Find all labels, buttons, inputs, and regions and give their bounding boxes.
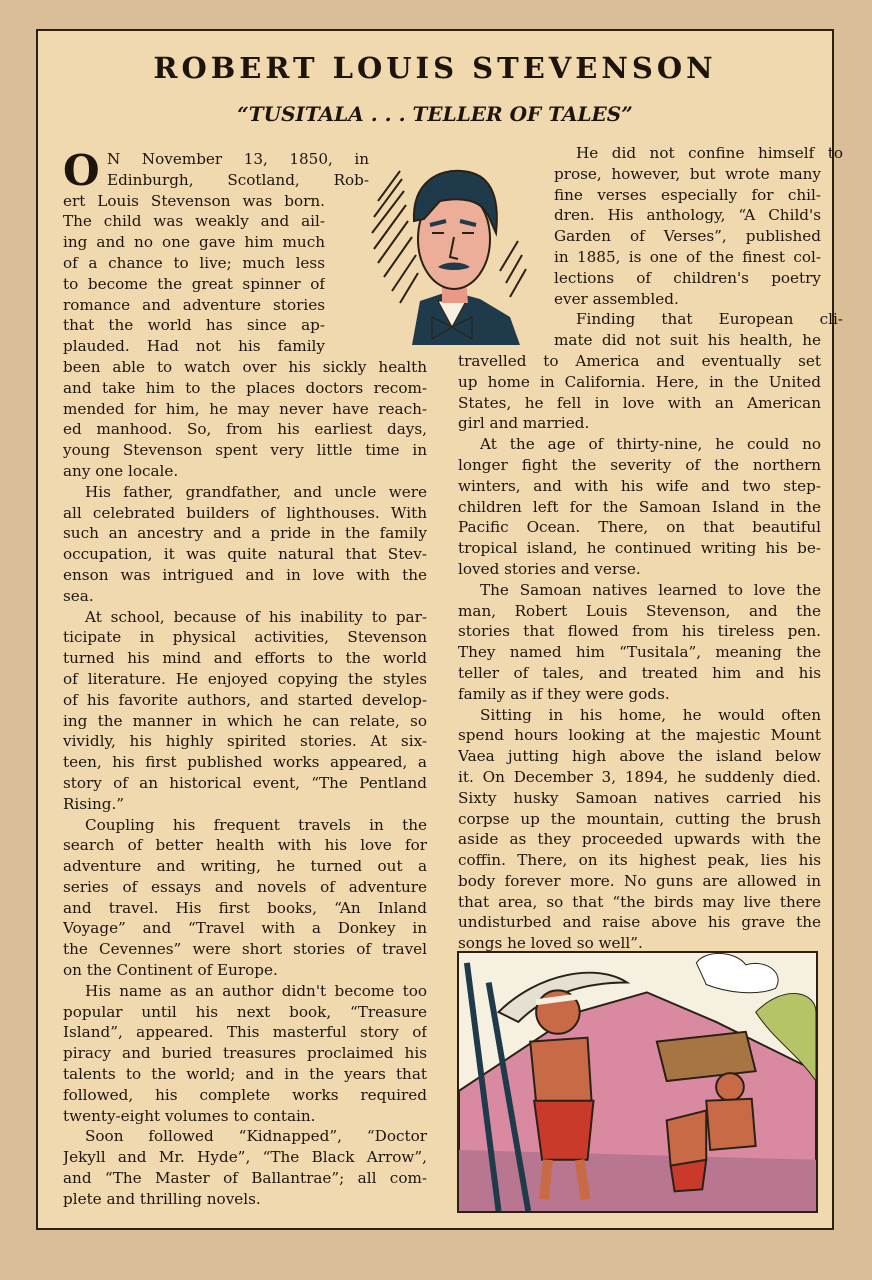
text-line: and “The Master of Ballantrae”; all com- — [63, 1169, 427, 1188]
text-line: it. On December 3, 1894, he suddenly died. — [458, 767, 821, 786]
text-line: the Cevennes” were short stories of travel — [63, 940, 427, 959]
text-line: and travel. His first books, “An Inland — [63, 898, 427, 917]
ground — [459, 1150, 816, 1211]
text-line: At school, because of his inability to par- — [85, 607, 427, 626]
text-line: The Samoan natives learned to love the — [480, 580, 821, 599]
text-line: of a chance to live; much less — [63, 253, 325, 272]
text-line: ert Louis Stevenson was born. — [63, 191, 325, 210]
text-line: been able to watch over his sickly health — [63, 357, 427, 376]
text-line: up home in California. Here, in the United — [458, 372, 821, 391]
text-line: girl and married. — [458, 414, 590, 433]
right-paragraph — [458, 705, 821, 955]
text-line: The child was weakly and ail- — [63, 212, 325, 231]
text-line: corpse up the mountain, cutting the brush — [458, 809, 821, 828]
text-line: States, he fell in love with an American — [458, 393, 821, 412]
text-line: N November 13, 1850, in — [107, 150, 369, 168]
text-line: ing and no one gave him much — [63, 233, 325, 252]
text-line: twenty-eight volumes to contain. — [63, 1106, 316, 1125]
text-line: coffin. There, on its highest peak, lies his — [458, 851, 821, 870]
right-paragraph — [458, 434, 821, 580]
drop-cap: O — [63, 146, 100, 195]
text-line: plauded. Had not his family — [63, 337, 325, 356]
text-line: such an ancestry and a pride in the family — [63, 524, 427, 543]
text-line: Finding that European cli- — [576, 310, 843, 329]
article-title: ROBERT LOUIS STEVENSON — [153, 51, 717, 85]
text-line: Edinburgh, Scotland, Rob- — [107, 170, 369, 189]
text-line: Vaea jutting high above the island below — [458, 747, 821, 766]
text-line: Garden of Verses”, published — [554, 227, 821, 246]
text-line: At the age of thirty-nine, he could no — [480, 435, 821, 454]
text-line: adventure and writing, he turned out a — [63, 857, 427, 876]
text-line: search of better health with his love for — [63, 836, 427, 855]
text-line: mate did not suit his health, he — [554, 331, 821, 350]
text-line: all celebrated builders of lighthouses. With — [63, 503, 427, 522]
text-line: Soon followed “Kidnapped”, “Doctor — [85, 1127, 427, 1146]
text-line: mended for him, he may never have reach- — [63, 399, 427, 418]
article-frame — [36, 29, 843, 1230]
text-line: series of essays and novels of adventure — [63, 877, 427, 896]
text-line: longer fight the severity of the northern — [458, 455, 821, 474]
text-line: vividly, his highly spirited stories. At six- — [63, 732, 427, 751]
text-line: popular until his next book, “Treasure — [63, 1002, 427, 1021]
text-line: songs he loved so well”. — [458, 934, 643, 953]
text-line: Voyage” and “Travel with a Donkey in — [63, 919, 427, 938]
text-line: that area, so that “the birds may live there — [458, 892, 821, 911]
article-subtitle: “TUSITALA . . . TELLER OF TALES” — [237, 102, 633, 126]
text-line: travelled to America and eventually set — [458, 351, 821, 370]
text-line: tropical island, he continued writing his be- — [458, 539, 821, 558]
text-line: to become the great spinner of — [63, 274, 325, 293]
text-line: young Stevenson spent very little time in — [63, 441, 427, 460]
text-line: teen, his first published works appeared, a — [63, 753, 427, 772]
text-line: Sixty husky Samoan natives carried his — [458, 788, 821, 807]
text-line: any one locale. — [63, 461, 179, 480]
text-line: followed, his complete works required — [63, 1085, 427, 1104]
text-line: Island”, appeared. This masterful story of — [63, 1023, 427, 1042]
text-line: fine verses especially for chil- — [554, 185, 821, 204]
text-line: plete and thrilling novels. — [63, 1189, 261, 1208]
text-line: undisturbed and raise above his grave the — [458, 913, 821, 932]
text-line: romance and adventure stories — [63, 295, 325, 314]
text-line: stories that flowed from his tireless pen. — [458, 622, 821, 641]
text-line: children left for the Samoan Island in the — [458, 497, 821, 516]
text-line: dren. His anthology, “A Child's — [554, 206, 821, 225]
text-line: Coupling his frequent travels in the — [85, 815, 427, 834]
text-line: occupation, it was quite natural that Stev- — [63, 545, 427, 564]
text-line: Pacific Ocean. There, on that beautiful — [458, 518, 821, 537]
text-line: His name as an author didn't become too — [85, 981, 427, 1000]
text-line: turned his mind and efforts to the world — [63, 649, 427, 668]
samoan-burial-illustration — [457, 951, 818, 1213]
text-line: family as if they were gods. — [458, 684, 670, 703]
left-paragraph — [63, 1126, 427, 1209]
text-line: piracy and buried treasures proclaimed his — [63, 1044, 427, 1063]
right-paragraph — [458, 580, 821, 705]
text-line: ing the manner in which he can relate, so — [63, 711, 427, 730]
text-line: body forever more. No guns are allowed in — [458, 871, 821, 890]
text-line: of his favorite authors, and started develop- — [63, 690, 427, 709]
left-paragraph — [63, 981, 427, 1127]
text-line: His father, grandfather, and uncle were — [85, 482, 427, 501]
text-line: ever assembled. — [554, 289, 679, 308]
text-line: in 1885, is one of the finest col- — [554, 247, 821, 266]
left-paragraph — [63, 815, 427, 981]
text-line: of literature. He enjoyed copying the styles — [63, 669, 427, 688]
text-line: aside as they proceeded upwards with the — [458, 830, 821, 849]
text-line: teller of tales, and treated him and his — [458, 663, 821, 682]
text-line: enson was intrigued and in love with the — [63, 565, 427, 584]
text-line: that the world has since ap- — [63, 316, 325, 335]
text-line: ed manhood. So, from his earliest days, — [63, 420, 427, 439]
left-paragraph — [63, 482, 427, 607]
text-line: loved stories and verse. — [458, 559, 641, 578]
text-line: man, Robert Louis Stevenson, and the — [458, 601, 821, 620]
text-line: sea. — [63, 586, 94, 605]
text-line: spend hours looking at the majestic Mount — [458, 726, 821, 745]
text-line: story of an historical event, “The Pentland — [63, 773, 427, 792]
text-line: Rising.” — [63, 794, 125, 813]
text-line: winters, and with his wife and two step- — [458, 476, 821, 495]
text-line: talents to the world; and in the years that — [63, 1065, 427, 1084]
text-line: ticipate in physical activities, Stevenson — [63, 628, 427, 647]
text-line: on the Continent of Europe. — [63, 961, 278, 980]
text-line: lections of children's poetry — [554, 268, 821, 287]
stevenson-portrait-illustration — [360, 141, 532, 345]
text-line: They named him “Tusitala”, meaning the — [458, 643, 821, 662]
text-line: He did not confine himself to — [576, 144, 843, 162]
left-paragraph — [63, 607, 427, 815]
text-line: Jekyll and Mr. Hyde”, “The Black Arrow”, — [63, 1148, 427, 1167]
text-line: prose, however, but wrote many — [554, 164, 821, 183]
text-line: and take him to the places doctors recom- — [63, 378, 427, 397]
text-line: Sitting in his home, he would often — [480, 705, 821, 724]
